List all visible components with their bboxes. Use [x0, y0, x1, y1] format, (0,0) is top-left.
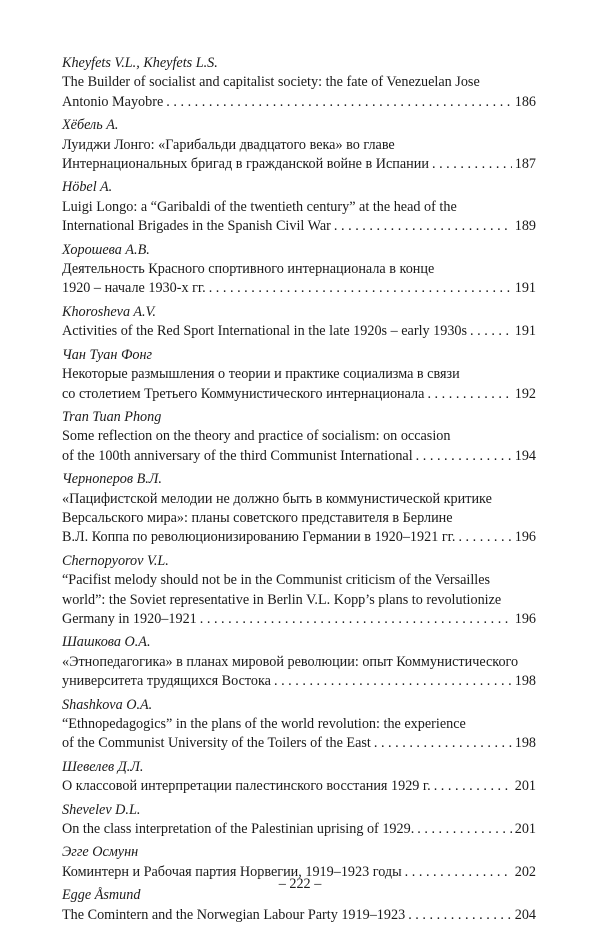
- dot-leader: [458, 528, 511, 547]
- toc-entry-author: Tran Tuan Phong: [62, 408, 162, 425]
- toc-entry-title-line: “Ethnopedagogics” in the plans of the world revolution: the experience: [62, 716, 466, 732]
- toc-entry-author: Шашкова О.А.: [62, 634, 151, 651]
- toc-entry-title-line: Луиджи Лонго: «Гарибальди двадцатого века» во главе: [62, 136, 395, 153]
- toc-entry-author: Хёбель А.: [62, 117, 119, 134]
- toc-entry: [62, 54, 536, 112]
- toc-entry: [62, 633, 536, 691]
- toc-entry: [62, 303, 536, 342]
- toc-entry-title-line: Версальского мира»: планы советского представителя в Берлине: [62, 509, 453, 526]
- dot-leader: [408, 906, 512, 925]
- dot-leader: [427, 385, 511, 404]
- toc-entry-author: Khorosheva A.V.: [62, 303, 156, 320]
- page-number: – 222 –: [278, 876, 322, 892]
- toc-entry-title-line: [62, 820, 536, 839]
- toc-entry: [62, 758, 536, 797]
- toc-entry-title-text: International Brigades in the Spanish Civil War: [62, 218, 331, 235]
- toc-entry-title-line: [62, 906, 536, 925]
- dot-leader: [432, 155, 512, 174]
- toc-entry-title-line: [62, 93, 536, 112]
- toc-entry-author: Höbel A.: [62, 179, 113, 196]
- toc-entry-page: 191: [514, 280, 536, 297]
- toc-entry-author: Egge Åsmund: [62, 887, 141, 904]
- toc-entry-title-line: [62, 155, 536, 174]
- toc-entry-title-line: [62, 672, 536, 691]
- dot-leader: [416, 447, 512, 466]
- toc-entry-title-line: Luigi Longo: a “Garibaldi of the twentieth century” at the head of the: [62, 198, 457, 215]
- toc-entry: [62, 696, 536, 754]
- dot-leader: [209, 279, 512, 298]
- toc-entry-page: 196: [514, 529, 536, 546]
- toc-entry: [62, 178, 536, 236]
- toc-entry: [62, 552, 536, 630]
- toc-entry-title-text: университета трудящихся Востока: [62, 673, 271, 690]
- toc-entry-title-line: world”: the Soviet representative in Berlin V.L. Kopp’s plans to revolutionize: [62, 591, 502, 608]
- toc-entry-author: Эгге Осмунн: [62, 844, 139, 861]
- toc-entry-page: 194: [514, 447, 536, 464]
- toc-entry-title-line: [62, 447, 536, 466]
- toc-entry: [62, 116, 536, 174]
- toc-entry-author: Шевелев Д.Л.: [62, 758, 144, 775]
- toc-entry-title-text: On the class interpretation of the Palestinian uprising of 1929.: [62, 821, 415, 838]
- toc-entry-page: 202: [514, 863, 536, 880]
- toc-entry-title-text: В.Л. Коппа по революционизированию Германии в 1920–1921 гг.: [62, 529, 456, 546]
- toc-entry-page: 187: [514, 156, 536, 173]
- toc-entry: [62, 408, 536, 466]
- toc-entry-author: Kheyfets V.L., Kheyfets L.S.: [62, 55, 218, 71]
- toc-entry-author: Хорошева А.В.: [62, 241, 150, 258]
- toc-entry-title-text: Antonio Mayobre: [62, 93, 164, 110]
- toc-entry-author: Shashkova O.A.: [62, 696, 153, 713]
- toc-entry-page: 189: [514, 218, 536, 235]
- toc-entry-author: Shevelev D.L.: [62, 801, 141, 818]
- toc-entry-title-line: [62, 322, 536, 341]
- dot-leader: [470, 322, 512, 341]
- toc-entry-title-line: [62, 217, 536, 236]
- toc-entry-title-text: The Comintern and the Norwegian Labour Party 1919–1923: [62, 906, 406, 923]
- toc-entry-page: 192: [514, 385, 536, 402]
- toc-entry-title-line: Some reflection on the theory and practice of socialism: on occasion: [62, 428, 451, 445]
- toc-entry-page: 196: [514, 610, 536, 627]
- toc-entry-title-line: [62, 279, 536, 298]
- toc-entry-author: Chernopyorov V.L.: [62, 552, 169, 569]
- toc-entry-title-line: «Этнопедагогика» в планах мировой революции: опыт Коммунистического: [62, 653, 519, 670]
- toc-entry-title-text: 1920 – начале 1930-х гг.: [62, 280, 206, 297]
- toc-entry-title-line: «Пацифистской мелодии не должно быть в коммунистической критике: [62, 490, 492, 507]
- toc-entry-author: Чан Туан Фонг: [62, 346, 153, 363]
- toc-entry-author: Черноперов В.Л.: [62, 471, 162, 488]
- dot-leader: [200, 610, 512, 629]
- toc-entry-title-text: Интернациональных бригад в гражданской войне в Испании: [62, 156, 429, 173]
- toc-entry-title-line: [62, 777, 536, 796]
- dot-leader: [417, 820, 511, 839]
- toc-entry: [62, 470, 536, 548]
- toc-entry-page: 201: [514, 821, 536, 838]
- toc-entry-page: 204: [514, 906, 536, 923]
- dot-leader: [434, 777, 512, 796]
- toc-entry: [62, 346, 536, 404]
- toc-entry-title-text: of the Communist University of the Toilers of the East: [62, 735, 371, 752]
- toc-entry-title-line: [62, 528, 536, 547]
- toc-entry-title-text: of the 100th anniversary of the third Communist International: [62, 447, 413, 464]
- toc-entry-page: 198: [514, 735, 536, 752]
- toc-entry-page: 198: [514, 673, 536, 690]
- dot-leader: [334, 217, 512, 236]
- table-of-contents: [62, 54, 536, 929]
- toc-entry-title-line: Некоторые размышления о теории и практике социализма в связи: [62, 366, 460, 383]
- toc-entry-title-text: со столетием Третьего Коммунистического интернационала: [62, 385, 425, 402]
- dot-leader: [274, 672, 512, 691]
- toc-entry-title-text: Germany in 1920–1921: [62, 610, 197, 627]
- toc-entry-title-line: [62, 610, 536, 629]
- toc-entry: [62, 801, 536, 840]
- toc-entry-title-text: Activities of the Red Sport International in the late 1920s – early 1930s: [62, 323, 468, 340]
- toc-entry-page: 191: [514, 323, 536, 340]
- toc-entry-title-text: О классовой интерпретации палестинского восстания 1929 г.: [62, 778, 431, 795]
- toc-entry: [62, 241, 536, 299]
- toc-entry-page: 201: [514, 778, 536, 795]
- dot-leader: [166, 93, 511, 112]
- toc-entry-title-line: “Pacifist melody should not be in the Communist criticism of the Versailles: [62, 572, 491, 589]
- toc-entry-title-text: Коминтерн и Рабочая партия Норвегии, 1919–1923 годы: [62, 863, 402, 880]
- toc-entry-page: 186: [514, 93, 536, 110]
- toc-entry-title-line: Деятельность Красного спортивного интернационала в конце: [62, 261, 435, 278]
- toc-entry-title-line: The Builder of socialist and capitalist society: the fate of Venezuelan Jose: [62, 74, 480, 91]
- toc-entry-title-line: [62, 385, 536, 404]
- toc-entry-title-line: [62, 734, 536, 753]
- dot-leader: [374, 734, 512, 753]
